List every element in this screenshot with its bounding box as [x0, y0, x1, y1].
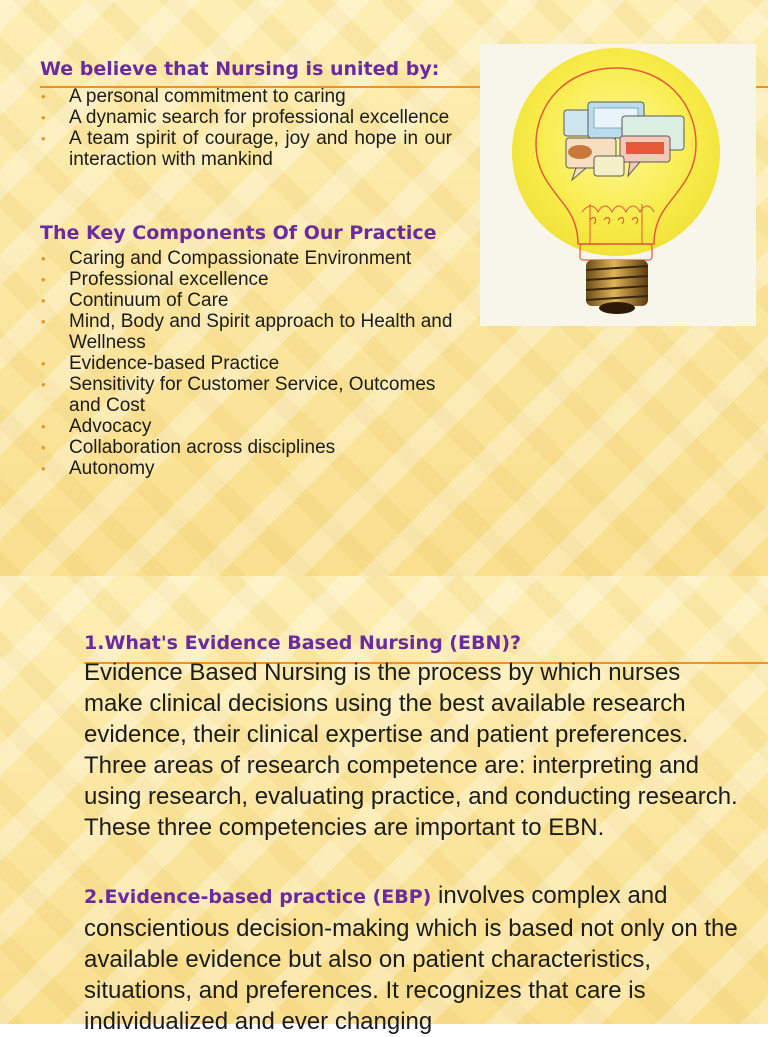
list-item: • Professional excellence	[41, 269, 269, 290]
bullet-icon: •	[41, 419, 46, 434]
bullet-icon: •	[41, 440, 46, 455]
ebn-question-heading: 1.What's Evidence Based Nursing (EBN)?	[84, 632, 522, 654]
list-item: • Advocacy	[41, 416, 152, 437]
list-item: • A personal commitment to caring	[41, 86, 346, 107]
ebn-definition-text: Evidence Based Nursing is the process by which nurses make clinical decisions using the best available research evidence, their clinical expertise and patient preferences. Three areas of research competence are: interpreting and using research, evaluating practice, and conducting research. These three competencies are important to EBN.	[84, 659, 738, 841]
list-item: • Mind, Body and Spirit approach to Health and Wellness	[41, 311, 453, 353]
bullet-icon: •	[41, 377, 46, 392]
ebp-heading: 2.Evidence-based practice (EBP)	[84, 886, 432, 908]
list-item: • A team spirit of courage, joy and hope in our interaction with mankind	[41, 128, 452, 170]
bullet-icon: •	[41, 131, 46, 146]
believe-heading: We believe that Nursing is united by:	[40, 58, 440, 80]
list-item: • Collaboration across disciplines	[41, 437, 336, 458]
bullet-icon: •	[41, 356, 46, 371]
lightbulb-with-speech-bubbles-icon	[480, 44, 756, 326]
lightbulb-image	[480, 44, 756, 326]
bullet-icon: •	[41, 89, 46, 104]
bullet-icon: •	[41, 251, 46, 266]
list-item: • Continuum of Care	[41, 290, 229, 311]
list-item: • Caring and Compassionate Environment	[41, 248, 412, 269]
bullet-icon: •	[41, 461, 46, 476]
list-item: • Evidence-based Practice	[41, 353, 280, 374]
list-item: • A dynamic search for professional excellence	[41, 107, 450, 128]
key-components-heading: The Key Components Of Our Practice	[40, 222, 437, 244]
bullet-icon: •	[41, 314, 46, 329]
believe-list	[40, 86, 452, 170]
ebp-definition-text: involves complex and conscientious decision-making which is based not only on the available evidence but also on patient characteristics, situations, and preferences. It recognizes that care is individualized and ever changing	[84, 882, 738, 1035]
bullet-icon: •	[41, 272, 46, 287]
ebp-paragraph	[84, 880, 744, 1037]
bullet-icon: •	[41, 110, 46, 125]
list-item: • Autonomy	[41, 458, 155, 479]
list-item: • Sensitivity for Customer Service, Outcomes and Cost	[41, 374, 436, 416]
bullet-icon: •	[41, 293, 46, 308]
key-components-list	[40, 248, 470, 479]
